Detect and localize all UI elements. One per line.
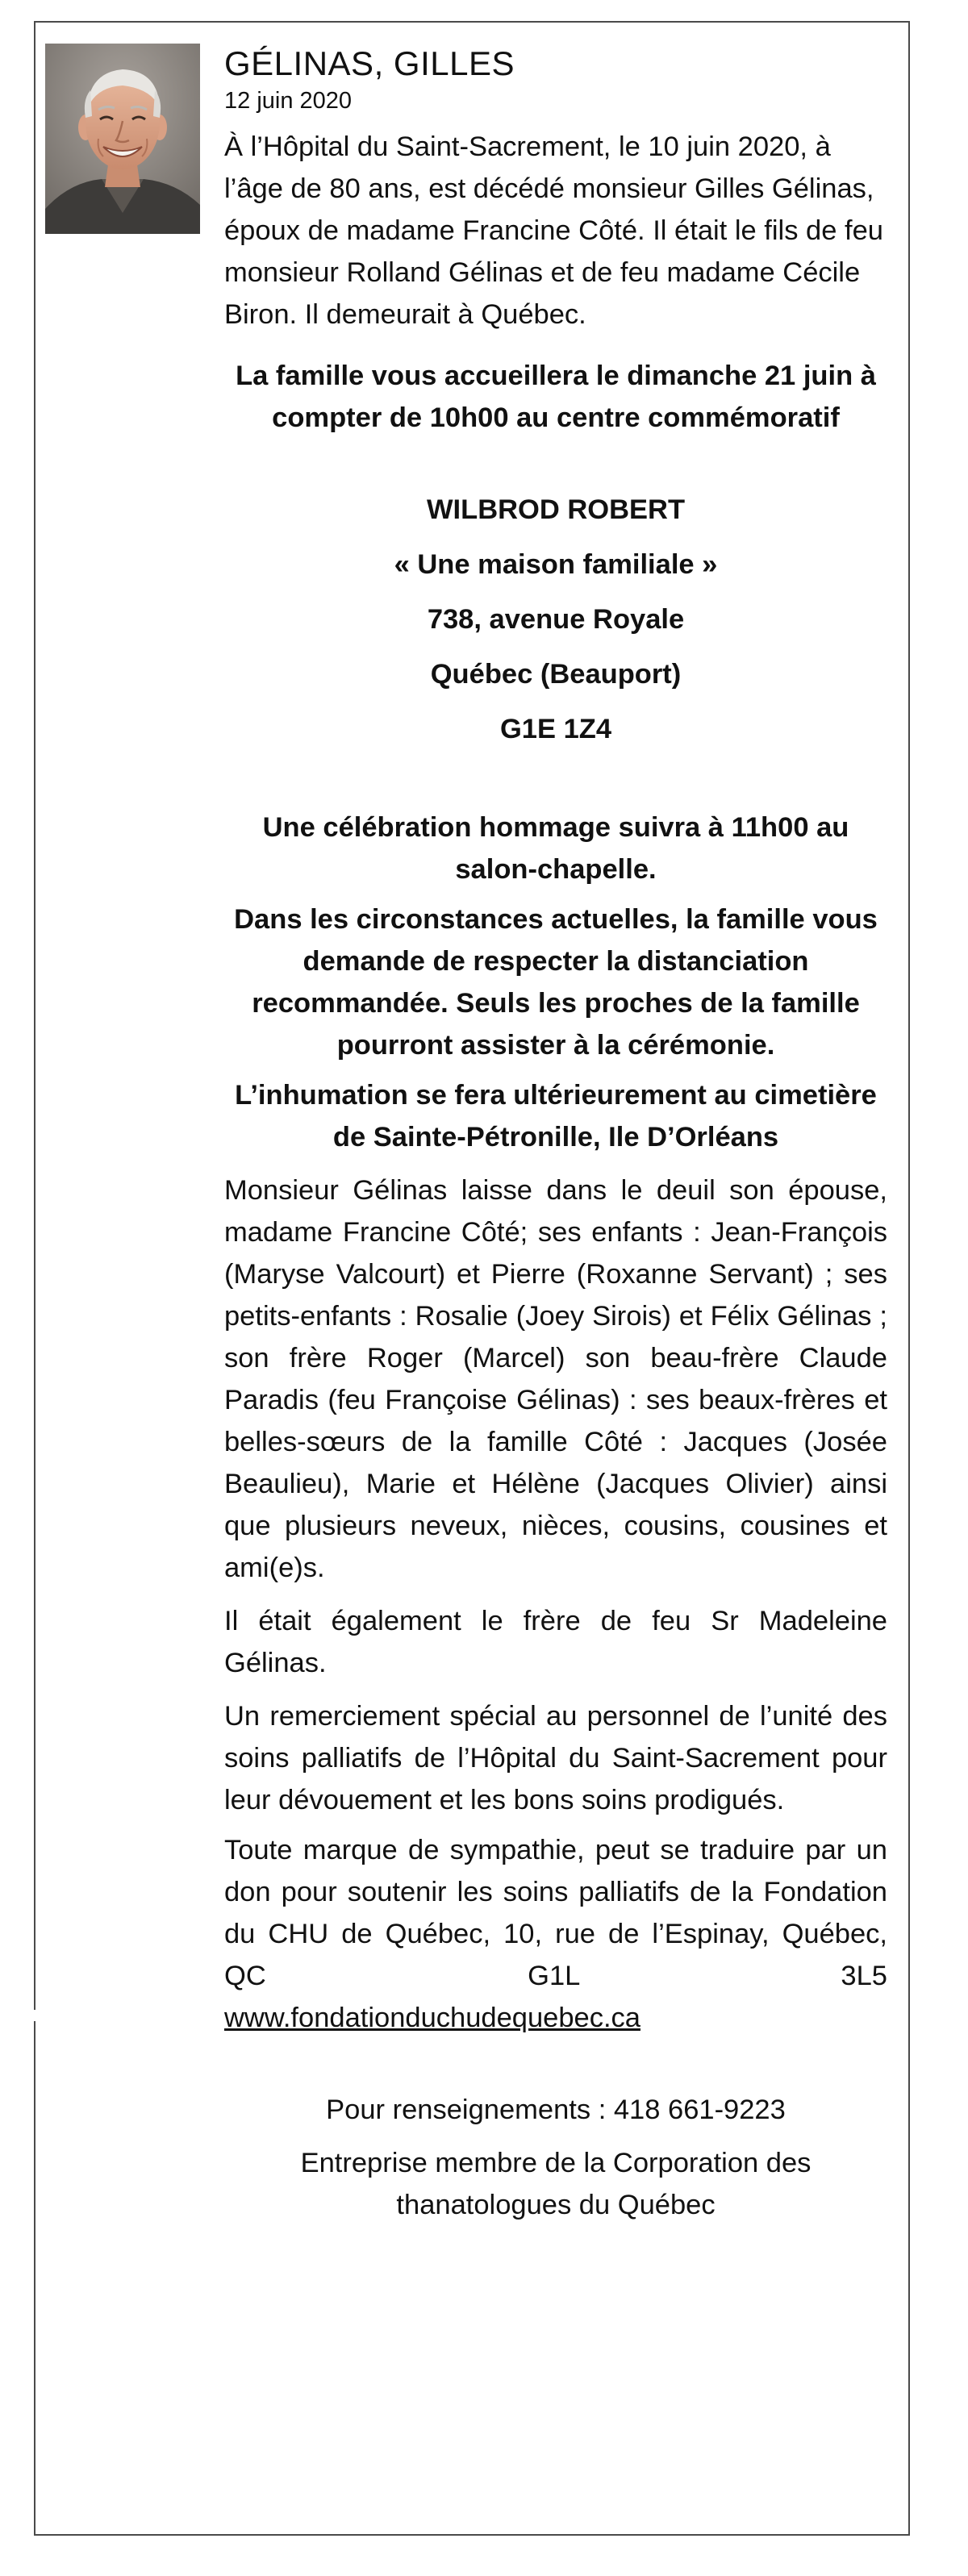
donation-paragraph: Toute marque de sympathie, peut se traduire par un don pour soutenir les soins palliatifs de la Fondation du CHU de Québec, 10, rue de l’Espinay, Québec, QC G1L 3L5	[224, 1835, 887, 1991]
sister-paragraph: Il était également le frère de feu Sr Madeleine Gélinas.	[224, 1606, 887, 1678]
thanks-paragraph: Un remerciement spécial au personnel de l’unité des soins palliatifs de l’Hôpital du Saint-Sacrement pour leur dévouement et les bons soins prodigués.	[224, 1701, 887, 1815]
circumstances-paragraph: Dans les circonstances actuelles, la famille vous demande de respecter la distanciation recommandée. Seuls les proches de la famille pourront assister à la cérémonie.	[234, 904, 878, 1061]
funeral-home-city: Québec (Beauport)	[430, 659, 682, 690]
funeral-home-street: 738, avenue Royale	[427, 604, 685, 635]
funeral-home-address	[224, 482, 887, 757]
deceased-name: GÉLINAS, GILLES	[224, 44, 515, 82]
intro-paragraph: À l’Hôpital du Saint-Sacrement, le 10 juin 2020, à l’âge de 80 ans, est décédé monsieur Gilles Gélinas, époux de madame Francine Côté. Il était le fils de feu monsieur Rolland Gélinas et de feu madame Cécile Biron. Il demeurait à Québec.	[224, 131, 883, 330]
funeral-home-tagline: « Une maison familiale »	[394, 549, 718, 580]
funeral-home-name: WILBROD ROBERT	[426, 494, 686, 525]
obituary-content	[224, 42, 887, 2226]
frame-divider-gap	[31, 2010, 40, 2021]
visitation-paragraph: La famille vous accueillera le dimanche 21 juin à compter de 10h00 au centre commémoratif	[236, 361, 876, 433]
burial-paragraph: L’inhumation se fera ultérieurement au cimetière de Sainte-Pétronille, Ile D’Orléans	[235, 1080, 877, 1153]
funeral-home-postal-code: G1E 1Z4	[499, 714, 612, 744]
celebration-paragraph: Une célébration hommage suivra à 11h00 au salon-chapelle.	[262, 812, 849, 885]
membership-note: Entreprise membre de la Corporation des thanatologues du Québec	[300, 2148, 812, 2220]
portrait-photo	[45, 44, 200, 234]
notice-date: 12 juin 2020	[224, 88, 353, 114]
donation-link[interactable]: www.fondationduchudequebec.ca	[224, 2003, 640, 2033]
survivors-paragraph: Monsieur Gélinas laisse dans le deuil son épouse, madame Francine Côté; ses enfants : Jean-François (Maryse Valcourt) et Pierre (Roxanne Servant) ; ses petits-enfants : Rosalie (Joey Sirois) et Félix Gélinas ; son frère Roger (Marcel) son beau-frère Claude Paradis (feu Françoise Gélinas) : ses beaux-frères et belles-sœurs de la famille Côté : Jacques (Josée Beaulieu), Marie et Hélène (Jacques Olivier) ainsi que plusieurs neveux, nièces, cousins, cousines et ami(e)s.	[224, 1175, 887, 1583]
donation-link-line	[224, 1997, 887, 2039]
info-phone: Pour renseignements : 418 661-9223	[326, 2095, 786, 2125]
